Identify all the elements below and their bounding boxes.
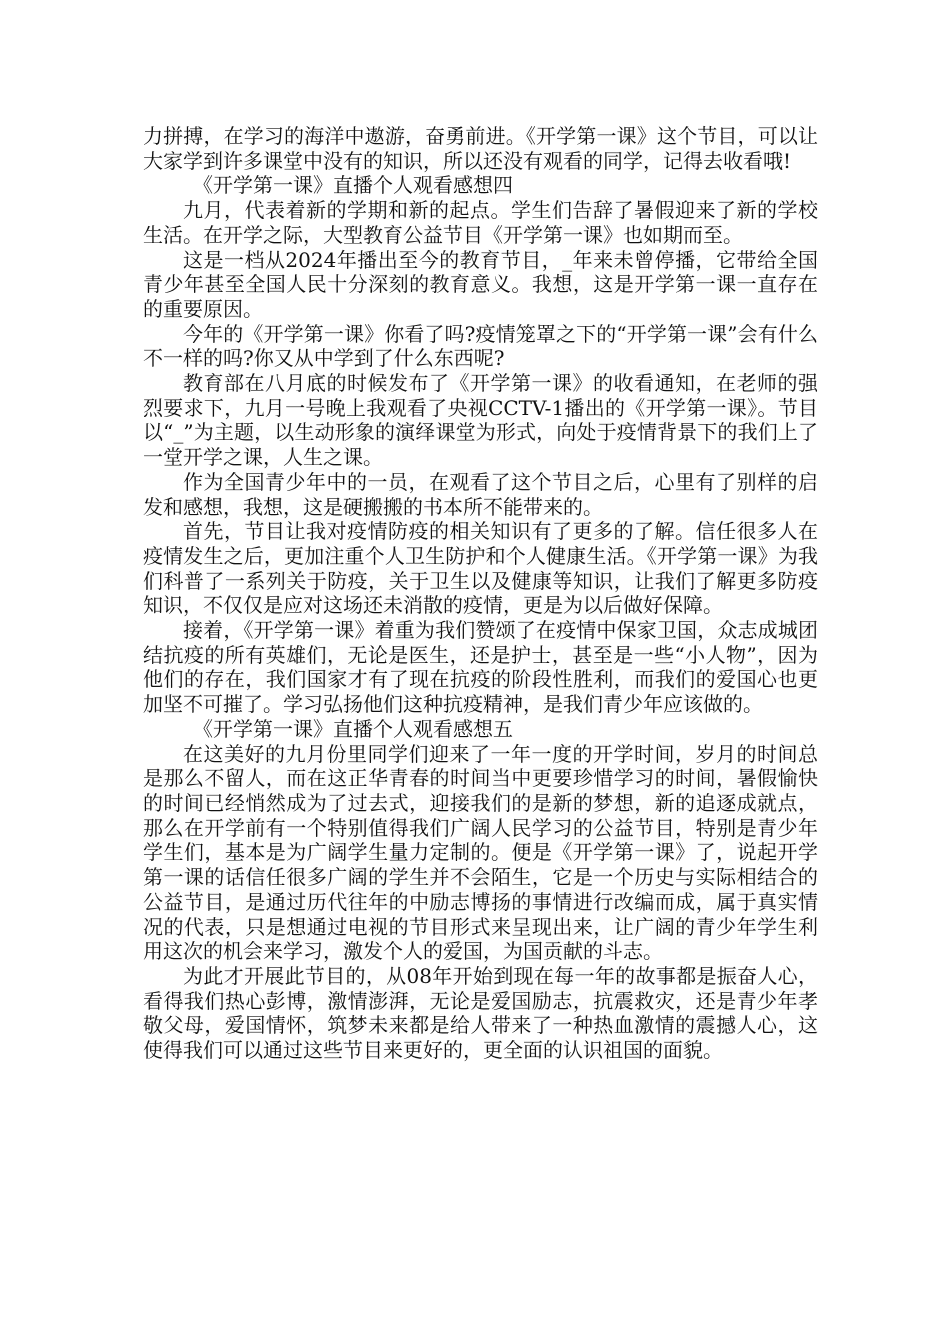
paragraph-continued: 力拼搏，在学习的海洋中遨游，奋勇前进。《开学第一课》这个节目，可以让大家学到许多课堂中没有的知识，所以还没有观看的同学，记得去收看哦! [143,124,818,173]
paragraph: 为此才开展此节目的，从08年开始到现在每一年的故事都是振奋人心，看得我们热心彭博，激情澎湃，无论是爱国励志，抗震救灾，还是青少年孝敬父母，爱国情怀，筑梦未来都是给人带来了一种热血激情的震撼人心，这使得我们可以通过这些节目来更好的，更全面的认识祖国的面貌。 [143,963,818,1063]
paragraph: 今年的《开学第一课》你看了吗?疫情笼罩之下的“开学第一课”会有什么不一样的吗?你又从中学到了什么东西呢? [143,321,818,371]
paragraph: 在这美好的九月份里同学们迎来了一年一度的开学时间，岁月的时间总是那么不留人，而在这正华青春的时间当中更要珍惜学习的时间，暑假愉快的时间已经悄然成为了过去式，迎接我们的是新的梦想，新的追逐成就点，那么在开学前有一个特别值得我们广阔人民学习的公益节目，特别是青少年学生们，基本是为广阔学生量力定制的。便是《开学第一课》了，说起开学第一课的话信任很多广阔的学生并不会陌生，它是一个历史与实际相结合的公益节目，是通过历代往年的中励志博扬的事情进行改编而成，属于真实情况的代表，只是想通过电视的节目形式来呈现出来，让广阔的青少年学生利用这次的机会来学习，激发个人的爱国，为国贡献的斗志。 [143,741,818,964]
paragraph: 首先，节目让我对疫情防疫的相关知识有了更多的了解。信任很多人在疫情发生之后，更加注重个人卫生防护和个人健康生活。《开学第一课》为我们科普了一系列关于防疫，关于卫生以及健康等知识，让我们了解更多防疫知识，不仅仅是应对这场还未消散的疫情，更是为以后做好保障。 [143,519,818,618]
paragraph: 作为全国青少年中的一员，在观看了这个节目之后，心里有了别样的启发和感想，我想，这是硬搬搬的书本所不能带来的。 [143,469,818,519]
paragraph: 这是一档从2024年播出至今的教育节目，_年来未曾停播，它带给全国青少年甚至全国人民十分深刻的教育意义。我想，这是开学第一课一直存在的重要原因。 [143,247,818,321]
section-heading-four: 《开学第一课》直播个人观看感想四 [193,173,513,198]
document-page [143,124,818,1063]
paragraph: 接着，《开学第一课》着重为我们赞颂了在疫情中保家卫国，众志成城团结抗疫的所有英雄们，无论是医生，还是护士，甚至是一些“小人物”，因为他们的存在，我们国家才有了现在抗疫的阶段性胜利，而我们的爱国心也更加坚不可摧了。学习弘扬他们这种抗疫精神，是我们青少年应该做的。 [143,618,818,717]
paragraph: 九月，代表着新的学期和新的起点。学生们告辞了暑假迎来了新的学校生活。在开学之际，大型教育公益节目《开学第一课》也如期而至。 [143,198,818,247]
paragraph: 教育部在八月底的时候发布了《开学第一课》的收看通知，在老师的强烈要求下，九月一号晚上我观看了央视CCTV-1播出的《开学第一课》。节目以“_”为主题，以生动形象的演绎课堂为形式，向处于疫情背景下的我们上了一堂开学之课，人生之课。 [143,371,818,470]
section-heading-five: 《开学第一课》直播个人观看感想五 [193,716,513,741]
